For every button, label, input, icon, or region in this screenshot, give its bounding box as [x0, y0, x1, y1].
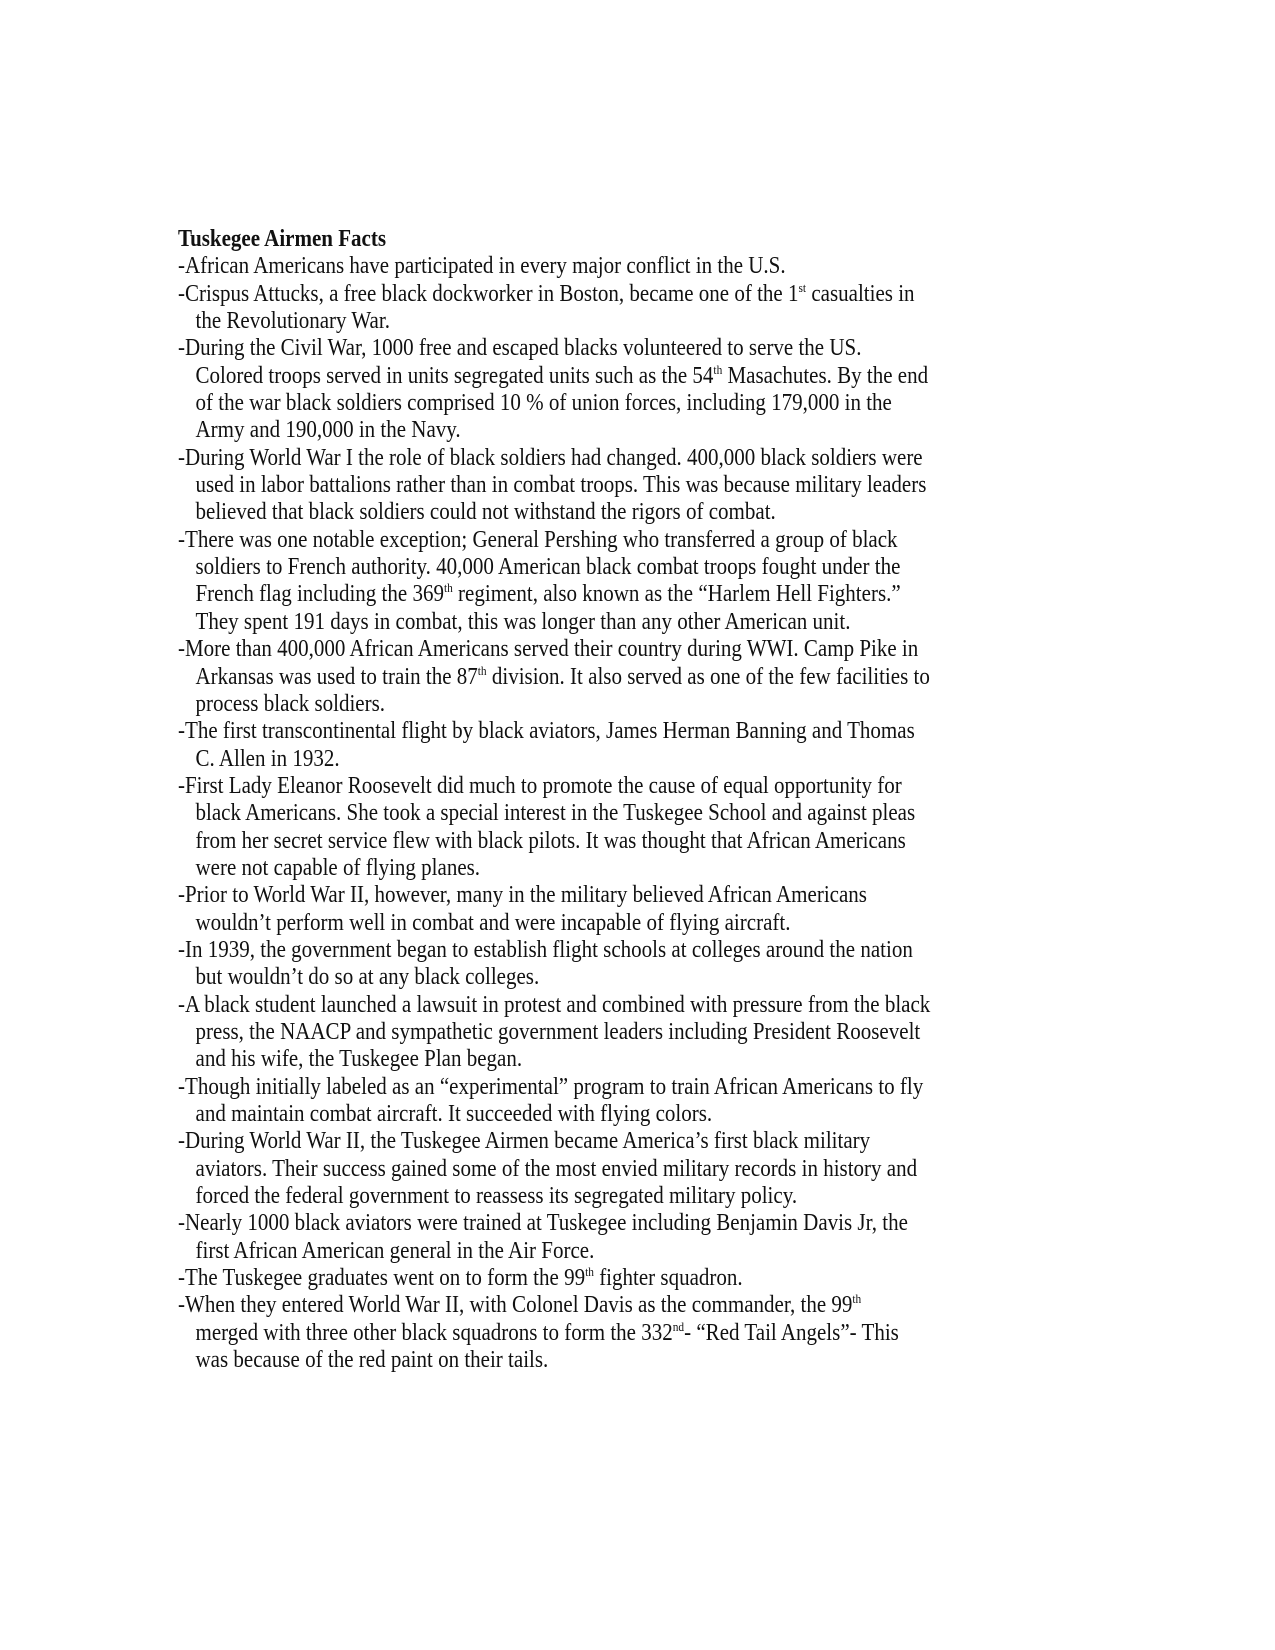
text-segment: used in labor battalions rather than in combat troops. This was because military leaders [195, 472, 927, 499]
ordinal-suffix: th [477, 662, 487, 678]
fact-item [178, 773, 1038, 882]
fact-line [178, 718, 930, 745]
ordinal-suffix: nd [672, 1318, 685, 1334]
fact-line [178, 527, 930, 554]
text-segment: -Nearly 1000 black aviators were trained at Tuskegee including Benjamin Davis Jr, the [178, 1210, 908, 1237]
text-segment: were not capable of flying planes. [195, 854, 481, 881]
text-segment: aviators. Their success gained some of the most envied military records in history and [195, 1155, 918, 1182]
fact-line [178, 308, 930, 335]
text-segment: Arkansas was used to train the 87 [195, 663, 478, 690]
text-segment: -Prior to World War II, however, many in the military believed African Americans [178, 882, 867, 909]
text-segment: -During World War II, the Tuskegee Airmen became America’s first black military [178, 1128, 871, 1155]
fact-line [178, 281, 930, 308]
fact-item [178, 992, 1038, 1074]
text-segment: from her secret service flew with black pilots. It was thought that African Americans [195, 827, 906, 854]
text-segment: -The Tuskegee graduates went on to form the 99 [178, 1265, 586, 1292]
document-title: Tuskegee Airmen Facts [178, 226, 387, 252]
fact-line [178, 1292, 930, 1319]
text-segment: -A black student launched a lawsuit in protest and combined with pressure from the black [178, 991, 931, 1018]
fact-line [178, 472, 930, 499]
fact-line [178, 581, 930, 608]
fact-line [178, 554, 930, 581]
text-segment: wouldn’t perform well in combat and were incapable of flying aircraft. [195, 909, 791, 936]
fact-item [178, 1292, 1038, 1374]
text-segment: -Though initially labeled as an “experimental” program to train African Americans to fly [178, 1073, 924, 1100]
text-segment: -There was one notable exception; General Pershing who transferred a group of black [178, 526, 898, 553]
fact-line [178, 992, 930, 1019]
fact-line [178, 417, 930, 444]
fact-line [178, 910, 930, 937]
text-segment: -During World War I the role of black soldiers had changed. 400,000 black soldiers were [178, 444, 923, 471]
fact-line [178, 1183, 930, 1210]
text-segment: French flag including the 369 [195, 581, 444, 608]
fact-item [178, 882, 1038, 937]
text-segment: - “Red Tail Angels”- This [684, 1319, 899, 1346]
fact-item [178, 636, 1038, 718]
text-segment: -Crispus Attucks, a free black dockworker in Boston, became one of the 1 [178, 280, 799, 307]
text-segment: was because of the red paint on their tails. [195, 1347, 549, 1374]
fact-item [178, 281, 1038, 336]
text-segment: Army and 190,000 in the Navy. [195, 417, 461, 444]
text-segment: and his wife, the Tuskegee Plan began. [195, 1046, 523, 1073]
text-segment: C. Allen in 1932. [195, 745, 340, 772]
text-segment: fighter squadron. [593, 1265, 743, 1292]
fact-line [178, 882, 930, 909]
fact-line [178, 636, 930, 663]
text-segment: -When they entered World War II, with Colonel Davis as the commander, the 99 [178, 1292, 853, 1319]
text-segment: division. It also served as one of the few facilities to [486, 663, 930, 690]
text-segment: of the war black soldiers comprised 10 % of union forces, including 179,000 in the [195, 390, 892, 417]
text-segment: first African American general in the Air Force. [195, 1237, 595, 1264]
fact-line [178, 1101, 930, 1128]
facts-list [178, 253, 1038, 1374]
fact-item [178, 1210, 1038, 1265]
text-segment: Colored troops served in units segregated units such as the 54 [195, 362, 714, 389]
document-page [178, 226, 1038, 1374]
fact-line [178, 445, 930, 472]
fact-line [178, 800, 930, 827]
fact-item [178, 1074, 1038, 1129]
ordinal-suffix: th [443, 580, 453, 596]
ordinal-suffix: th [585, 1264, 594, 1280]
fact-line [178, 499, 930, 526]
fact-line [178, 1128, 930, 1155]
ordinal-suffix: th [713, 361, 723, 377]
text-segment: the Revolutionary War. [195, 308, 390, 335]
fact-line [178, 335, 930, 362]
fact-item [178, 445, 1038, 527]
fact-line [178, 363, 930, 390]
text-segment: -African Americans have participated in every major conflict in the U.S. [178, 253, 786, 280]
fact-line [178, 773, 930, 800]
fact-line [178, 1046, 930, 1073]
fact-item [178, 1265, 1038, 1292]
text-segment: -More than 400,000 African Americans served their country during WWI. Camp Pike in [178, 636, 919, 663]
fact-line [178, 664, 930, 691]
fact-line [178, 1074, 930, 1101]
fact-line [178, 828, 930, 855]
text-segment: process black soldiers. [195, 690, 386, 717]
text-segment: -During the Civil War, 1000 free and escaped blacks volunteered to serve the US. [178, 335, 862, 362]
fact-item [178, 937, 1038, 992]
text-segment: merged with three other black squadrons to form the 332 [195, 1319, 673, 1346]
text-segment: They spent 191 days in combat, this was longer than any other American unit. [195, 608, 851, 635]
ordinal-suffix: th [852, 1291, 862, 1307]
fact-item [178, 1128, 1038, 1210]
text-segment: -First Lady Eleanor Roosevelt did much to promote the cause of equal opportunity for [178, 772, 902, 799]
fact-line [178, 253, 930, 280]
fact-line [178, 1210, 930, 1237]
fact-line [178, 1265, 930, 1292]
text-segment: and maintain combat aircraft. It succeeded with flying colors. [195, 1101, 713, 1127]
ordinal-suffix: st [798, 279, 807, 295]
fact-line [178, 1347, 930, 1374]
fact-item [178, 335, 1038, 444]
text-segment: forced the federal government to reassess its segregated military policy. [195, 1183, 798, 1210]
fact-line [178, 390, 930, 417]
fact-item [178, 527, 1038, 636]
fact-line [178, 1019, 930, 1046]
fact-line [178, 746, 930, 773]
text-segment: -The first transcontinental flight by black aviators, James Herman Banning and Thomas [178, 718, 915, 745]
text-segment: believed that black soldiers could not withstand the rigors of combat. [195, 499, 776, 526]
fact-line [178, 855, 930, 882]
fact-item [178, 253, 1038, 280]
text-segment: black Americans. She took a special interest in the Tuskegee School and against pleas [195, 800, 916, 827]
text-segment: casualties in [806, 280, 915, 307]
fact-line [178, 1238, 930, 1265]
text-segment: Masachutes. By the end [722, 362, 929, 389]
fact-line [178, 1320, 930, 1347]
fact-item [178, 718, 1038, 773]
fact-line [178, 964, 930, 991]
text-segment: regiment, also known as the “Harlem Hell Fighters.” [452, 581, 901, 608]
fact-line [178, 937, 930, 964]
text-segment: press, the NAACP and sympathetic government leaders including President Roosevelt [195, 1018, 921, 1045]
fact-line [178, 691, 930, 718]
fact-line [178, 1156, 930, 1183]
fact-line [178, 609, 930, 636]
text-segment: -In 1939, the government began to establish flight schools at colleges around the nation [178, 936, 913, 963]
text-segment: but wouldn’t do so at any black colleges. [195, 964, 540, 991]
text-segment: soldiers to French authority. 40,000 American black combat troops fought under the [195, 554, 901, 581]
